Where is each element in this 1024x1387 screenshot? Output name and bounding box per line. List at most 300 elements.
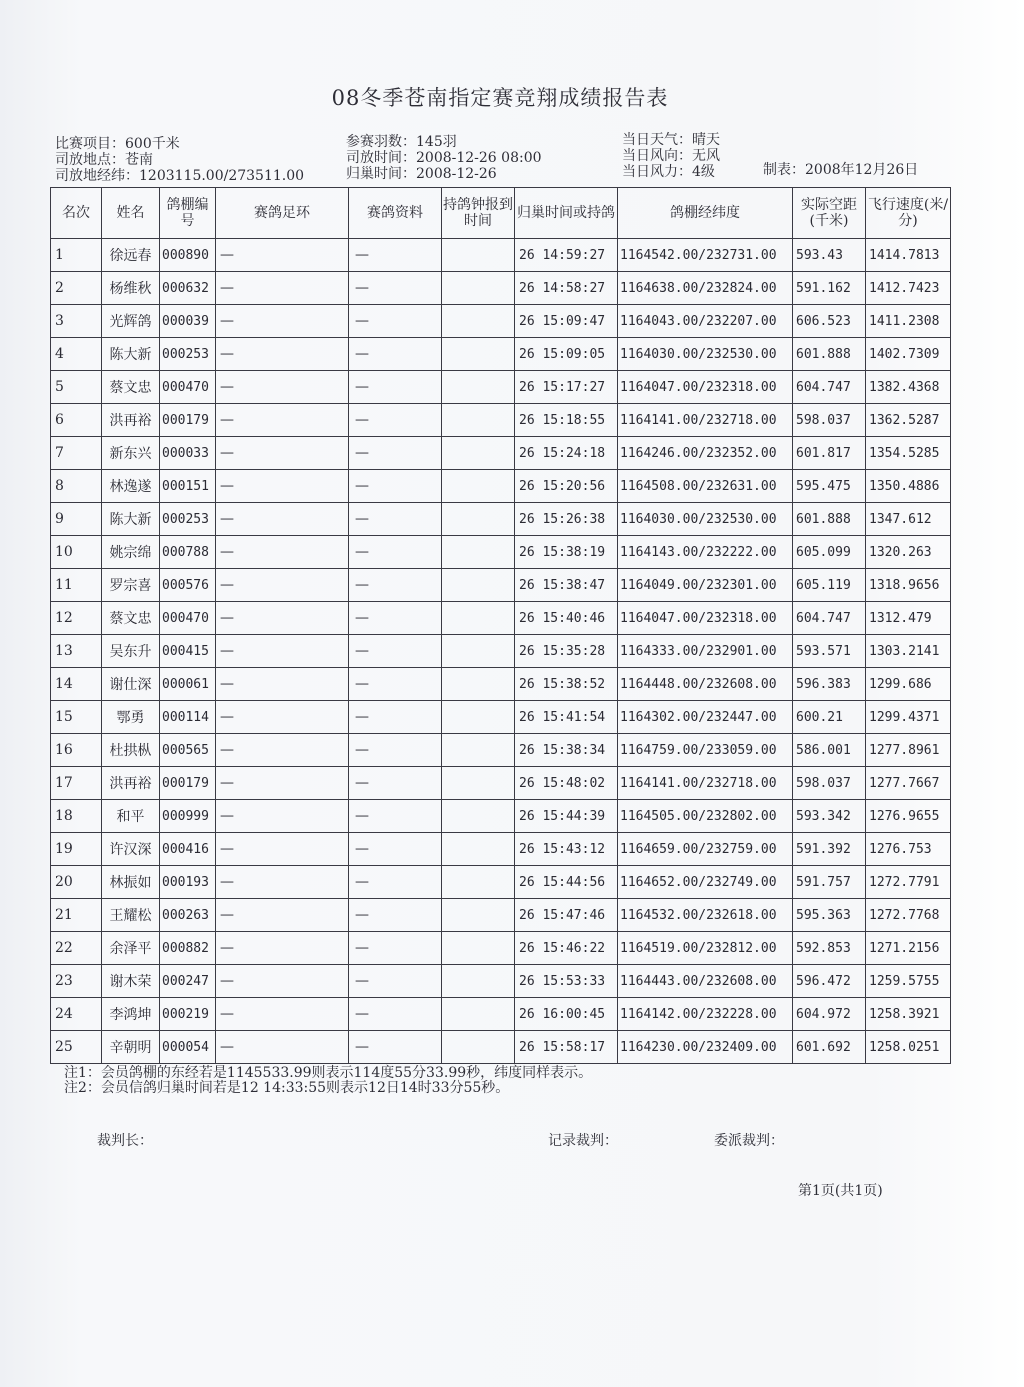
name-cell: 杨维秋 (102, 272, 160, 305)
coordinate-cell: 1164659.00/232759.00 (618, 833, 793, 866)
table-row (51, 503, 951, 536)
speed-cell: 1303.2141 (866, 635, 951, 668)
clock-cell (442, 734, 515, 767)
loft-number-cell: 000788 (160, 536, 216, 569)
arrival-time-cell: 26 15:43:12 (515, 833, 618, 866)
loft-number-cell: 000039 (160, 305, 216, 338)
loft-number-cell: 000632 (160, 272, 216, 305)
clock-cell (442, 635, 515, 668)
distance-cell: 596.472 (793, 965, 866, 998)
info-release-time: 司放时间：2008-12-26 08:00 (346, 150, 542, 166)
info-cell: — (349, 569, 442, 602)
table-row (51, 833, 951, 866)
clock-cell (442, 833, 515, 866)
info-cell: — (349, 536, 442, 569)
speed-cell: 1312.479 (866, 602, 951, 635)
coordinate-cell: 1164043.00/232207.00 (618, 305, 793, 338)
arrival-time-cell: 26 15:18:55 (515, 404, 618, 437)
info-event: 比赛项目：600千米 (55, 136, 180, 152)
table-row (51, 437, 951, 470)
loft-number-cell: 000033 (160, 437, 216, 470)
loft-number-cell: 000179 (160, 767, 216, 800)
speed-cell: 1350.4886 (866, 470, 951, 503)
arrival-time-cell: 26 15:48:02 (515, 767, 618, 800)
info-cell: — (349, 998, 442, 1031)
clock-cell (442, 668, 515, 701)
page-number: 第1页(共1页) (798, 1183, 883, 1199)
name-cell: 谢仕深 (102, 668, 160, 701)
header-ring: 赛鸽足环 (216, 188, 349, 239)
speed-cell: 1347.612 (866, 503, 951, 536)
coordinate-cell: 1164638.00/232824.00 (618, 272, 793, 305)
coordinate-cell: 1164142.00/232228.00 (618, 998, 793, 1031)
distance-cell: 600.21 (793, 701, 866, 734)
loft-number-cell: 000151 (160, 470, 216, 503)
arrival-time-cell: 26 15:38:19 (515, 536, 618, 569)
table-row (51, 470, 951, 503)
note-1: 注1：会员鸽棚的东经若是1145533.99则表示114度55分33.99秒，纬度同样表示。 (64, 1065, 593, 1081)
distance-cell: 598.037 (793, 404, 866, 437)
distance-cell: 604.747 (793, 371, 866, 404)
name-cell: 李鸿坤 (102, 998, 160, 1031)
loft-number-cell: 000415 (160, 635, 216, 668)
info-release-coord: 司放地经纬：1203115.00/273511.00 (55, 168, 305, 184)
ring-cell: — (216, 866, 349, 899)
info-weather: 当日天气：晴天 (622, 132, 720, 148)
rank-cell: 14 (51, 668, 102, 701)
arrival-time-cell: 26 15:58:17 (515, 1031, 618, 1064)
rank-cell: 15 (51, 701, 102, 734)
name-cell: 辛朝明 (102, 1031, 160, 1064)
table-row (51, 734, 951, 767)
arrival-time-cell: 26 15:46:22 (515, 932, 618, 965)
loft-number-cell: 000576 (160, 569, 216, 602)
info-cell: — (349, 1031, 442, 1064)
clock-cell (442, 602, 515, 635)
coordinate-cell: 1164508.00/232631.00 (618, 470, 793, 503)
name-cell: 洪再裕 (102, 404, 160, 437)
table-row (51, 965, 951, 998)
info-cell: — (349, 371, 442, 404)
speed-cell: 1318.9656 (866, 569, 951, 602)
coordinate-cell: 1164047.00/232318.00 (618, 371, 793, 404)
header-distance: 实际空距(千米) (793, 188, 866, 239)
name-cell: 光辉鸽 (102, 305, 160, 338)
ring-cell: — (216, 470, 349, 503)
name-cell: 姚宗绵 (102, 536, 160, 569)
table-row (51, 866, 951, 899)
info-cell: — (349, 701, 442, 734)
ring-cell: — (216, 965, 349, 998)
clock-cell (442, 470, 515, 503)
results-table (50, 187, 951, 1064)
coordinate-cell: 1164448.00/232608.00 (618, 668, 793, 701)
rank-cell: 2 (51, 272, 102, 305)
info-wind-direction: 当日风向：无风 (622, 148, 720, 164)
table-row (51, 932, 951, 965)
loft-number-cell: 000179 (160, 404, 216, 437)
ring-cell: — (216, 272, 349, 305)
loft-number-cell: 000247 (160, 965, 216, 998)
clock-cell (442, 965, 515, 998)
table-header-row (51, 188, 951, 239)
speed-cell: 1258.3921 (866, 998, 951, 1031)
info-cell: — (349, 239, 442, 272)
info-cell: — (349, 668, 442, 701)
coordinate-cell: 1164141.00/232718.00 (618, 404, 793, 437)
clock-cell (442, 503, 515, 536)
ring-cell: — (216, 338, 349, 371)
loft-number-cell: 000193 (160, 866, 216, 899)
table-body (51, 239, 951, 1064)
coordinate-cell: 1164532.00/232618.00 (618, 899, 793, 932)
rank-cell: 6 (51, 404, 102, 437)
loft-number-cell: 000470 (160, 371, 216, 404)
clock-cell (442, 899, 515, 932)
speed-cell: 1299.686 (866, 668, 951, 701)
info-cell: — (349, 932, 442, 965)
loft-number-cell: 000565 (160, 734, 216, 767)
arrival-time-cell: 26 15:47:46 (515, 899, 618, 932)
name-cell: 徐远春 (102, 239, 160, 272)
ring-cell: — (216, 503, 349, 536)
speed-cell: 1320.263 (866, 536, 951, 569)
table-row (51, 998, 951, 1031)
speed-cell: 1412.7423 (866, 272, 951, 305)
rank-cell: 1 (51, 239, 102, 272)
clock-cell (442, 1031, 515, 1064)
clock-cell (442, 437, 515, 470)
sign-chief-judge: 裁判长： (97, 1133, 153, 1149)
coordinate-cell: 1164030.00/232530.00 (618, 503, 793, 536)
coordinate-cell: 1164302.00/232447.00 (618, 701, 793, 734)
header-name: 姓名 (102, 188, 160, 239)
notes (64, 1066, 592, 1096)
coordinate-cell: 1164030.00/232530.00 (618, 338, 793, 371)
clock-cell (442, 701, 515, 734)
arrival-time-cell: 26 15:40:46 (515, 602, 618, 635)
distance-cell: 593.571 (793, 635, 866, 668)
info-cell: — (349, 503, 442, 536)
speed-cell: 1299.4371 (866, 701, 951, 734)
speed-cell: 1402.7309 (866, 338, 951, 371)
speed-cell: 1414.7813 (866, 239, 951, 272)
loft-number-cell: 000253 (160, 503, 216, 536)
arrival-time-cell: 26 15:26:38 (515, 503, 618, 536)
distance-cell: 591.392 (793, 833, 866, 866)
info-cell: — (349, 602, 442, 635)
clock-cell (442, 338, 515, 371)
ring-cell: — (216, 239, 349, 272)
info-cell: — (349, 404, 442, 437)
table-row (51, 536, 951, 569)
info-cell: — (349, 866, 442, 899)
distance-cell: 601.888 (793, 338, 866, 371)
clock-cell (442, 305, 515, 338)
distance-cell: 592.853 (793, 932, 866, 965)
table-row (51, 338, 951, 371)
speed-cell: 1259.5755 (866, 965, 951, 998)
distance-cell: 595.475 (793, 470, 866, 503)
info-cell: — (349, 305, 442, 338)
coordinate-cell: 1164505.00/232802.00 (618, 800, 793, 833)
info-cell: — (349, 767, 442, 800)
speed-cell: 1272.7768 (866, 899, 951, 932)
note-2: 注2：会员信鸽归巢时间若是12 14:33:55则表示12日14时33分55秒。 (64, 1080, 510, 1096)
loft-number-cell: 000263 (160, 899, 216, 932)
distance-cell: 598.037 (793, 767, 866, 800)
table-row (51, 899, 951, 932)
name-cell: 洪再裕 (102, 767, 160, 800)
speed-cell: 1276.9655 (866, 800, 951, 833)
distance-cell: 604.972 (793, 998, 866, 1031)
clock-cell (442, 767, 515, 800)
report-title: 08冬季苍南指定赛竞翔成绩报告表 (331, 86, 669, 110)
name-cell: 和平 (102, 800, 160, 833)
loft-number-cell: 000061 (160, 668, 216, 701)
distance-cell: 605.119 (793, 569, 866, 602)
rank-cell: 3 (51, 305, 102, 338)
coordinate-cell: 1164542.00/232731.00 (618, 239, 793, 272)
coordinate-cell: 1164047.00/232318.00 (618, 602, 793, 635)
table-row (51, 668, 951, 701)
header-speed: 飞行速度(米/分) (866, 188, 951, 239)
arrival-time-cell: 26 14:59:27 (515, 239, 618, 272)
loft-number-cell: 000999 (160, 800, 216, 833)
distance-cell: 596.383 (793, 668, 866, 701)
info-cell: — (349, 272, 442, 305)
table-row (51, 701, 951, 734)
distance-cell: 606.523 (793, 305, 866, 338)
arrival-time-cell: 26 14:58:27 (515, 272, 618, 305)
speed-cell: 1277.8961 (866, 734, 951, 767)
coordinate-cell: 1164049.00/232301.00 (618, 569, 793, 602)
name-cell: 林逸遂 (102, 470, 160, 503)
speed-cell: 1258.0251 (866, 1031, 951, 1064)
rank-cell: 22 (51, 932, 102, 965)
loft-number-cell: 000054 (160, 1031, 216, 1064)
speed-cell: 1277.7667 (866, 767, 951, 800)
distance-cell: 591.162 (793, 272, 866, 305)
info-cell: — (349, 338, 442, 371)
table-row (51, 404, 951, 437)
name-cell: 蔡文忠 (102, 602, 160, 635)
loft-number-cell: 000114 (160, 701, 216, 734)
arrival-time-cell: 26 15:44:56 (515, 866, 618, 899)
rank-cell: 24 (51, 998, 102, 1031)
name-cell: 王耀松 (102, 899, 160, 932)
rank-cell: 8 (51, 470, 102, 503)
table-row (51, 569, 951, 602)
name-cell: 吴东升 (102, 635, 160, 668)
clock-cell (442, 932, 515, 965)
ring-cell: — (216, 701, 349, 734)
sign-record-judge: 记录裁判： (548, 1133, 618, 1149)
name-cell: 谢木荣 (102, 965, 160, 998)
table-row (51, 602, 951, 635)
speed-cell: 1362.5287 (866, 404, 951, 437)
header-arrival: 归巢时间或持鸽 (515, 188, 618, 239)
info-made-date: 制表：2008年12月26日 (763, 162, 919, 178)
name-cell: 陈大新 (102, 338, 160, 371)
loft-number-cell: 000416 (160, 833, 216, 866)
info-entries: 参赛羽数：145羽 (346, 134, 457, 150)
ring-cell: — (216, 800, 349, 833)
table-row (51, 305, 951, 338)
rank-cell: 25 (51, 1031, 102, 1064)
coordinate-cell: 1164759.00/233059.00 (618, 734, 793, 767)
ring-cell: — (216, 899, 349, 932)
ring-cell: — (216, 437, 349, 470)
clock-cell (442, 404, 515, 437)
coordinate-cell: 1164652.00/232749.00 (618, 866, 793, 899)
ring-cell: — (216, 767, 349, 800)
rank-cell: 9 (51, 503, 102, 536)
coordinate-cell: 1164246.00/232352.00 (618, 437, 793, 470)
name-cell: 新东兴 (102, 437, 160, 470)
loft-number-cell: 000253 (160, 338, 216, 371)
rank-cell: 23 (51, 965, 102, 998)
speed-cell: 1354.5285 (866, 437, 951, 470)
info-cell: — (349, 899, 442, 932)
distance-cell: 604.747 (793, 602, 866, 635)
name-cell: 陈大新 (102, 503, 160, 536)
arrival-time-cell: 26 15:38:34 (515, 734, 618, 767)
loft-number-cell: 000470 (160, 602, 216, 635)
ring-cell: — (216, 635, 349, 668)
header-loft: 鸽棚编号 (160, 188, 216, 239)
arrival-time-cell: 26 15:20:56 (515, 470, 618, 503)
rank-cell: 5 (51, 371, 102, 404)
coordinate-cell: 1164519.00/232812.00 (618, 932, 793, 965)
arrival-time-cell: 26 15:09:47 (515, 305, 618, 338)
ring-cell: — (216, 404, 349, 437)
info-cell: — (349, 965, 442, 998)
coordinate-cell: 1164230.00/232409.00 (618, 1031, 793, 1064)
coordinate-cell: 1164143.00/232222.00 (618, 536, 793, 569)
rank-cell: 17 (51, 767, 102, 800)
distance-cell: 601.692 (793, 1031, 866, 1064)
speed-cell: 1382.4368 (866, 371, 951, 404)
loft-number-cell: 000890 (160, 239, 216, 272)
rank-cell: 16 (51, 734, 102, 767)
header-info: 赛鸽资料 (349, 188, 442, 239)
clock-cell (442, 371, 515, 404)
sign-assigned-judge: 委派裁判： (714, 1133, 784, 1149)
name-cell: 林振如 (102, 866, 160, 899)
info-release-place: 司放地点：苍南 (55, 152, 153, 168)
arrival-time-cell: 26 15:44:39 (515, 800, 618, 833)
name-cell: 杜拱枞 (102, 734, 160, 767)
speed-cell: 1271.2156 (866, 932, 951, 965)
arrival-time-cell: 26 15:35:28 (515, 635, 618, 668)
clock-cell (442, 800, 515, 833)
ring-cell: — (216, 536, 349, 569)
arrival-time-cell: 26 15:38:52 (515, 668, 618, 701)
rank-cell: 10 (51, 536, 102, 569)
rank-cell: 4 (51, 338, 102, 371)
arrival-time-cell: 26 15:17:27 (515, 371, 618, 404)
distance-cell: 591.757 (793, 866, 866, 899)
rank-cell: 20 (51, 866, 102, 899)
info-cell: — (349, 800, 442, 833)
speed-cell: 1411.2308 (866, 305, 951, 338)
ring-cell: — (216, 569, 349, 602)
arrival-time-cell: 26 16:00:45 (515, 998, 618, 1031)
arrival-time-cell: 26 15:24:18 (515, 437, 618, 470)
rank-cell: 11 (51, 569, 102, 602)
distance-cell: 593.43 (793, 239, 866, 272)
rank-cell: 21 (51, 899, 102, 932)
table-row (51, 767, 951, 800)
info-wind-force: 当日风力：4级 (622, 164, 715, 180)
rank-cell: 19 (51, 833, 102, 866)
header-rank: 名次 (51, 188, 102, 239)
clock-cell (442, 569, 515, 602)
arrival-time-cell: 26 15:53:33 (515, 965, 618, 998)
arrival-time-cell: 26 15:41:54 (515, 701, 618, 734)
loft-number-cell: 000882 (160, 932, 216, 965)
clock-cell (442, 866, 515, 899)
info-cell: — (349, 833, 442, 866)
header-clock: 持鸽钟报到时间 (442, 188, 515, 239)
speed-cell: 1272.7791 (866, 866, 951, 899)
ring-cell: — (216, 998, 349, 1031)
arrival-time-cell: 26 15:09:05 (515, 338, 618, 371)
table-row (51, 272, 951, 305)
rank-cell: 18 (51, 800, 102, 833)
distance-cell: 595.363 (793, 899, 866, 932)
ring-cell: — (216, 833, 349, 866)
ring-cell: — (216, 734, 349, 767)
coordinate-cell: 1164141.00/232718.00 (618, 767, 793, 800)
ring-cell: — (216, 668, 349, 701)
info-return-time: 归巢时间：2008-12-26 (346, 166, 497, 182)
coordinate-cell: 1164333.00/232901.00 (618, 635, 793, 668)
table-row (51, 239, 951, 272)
name-cell: 罗宗喜 (102, 569, 160, 602)
ring-cell: — (216, 1031, 349, 1064)
distance-cell: 593.342 (793, 800, 866, 833)
ring-cell: — (216, 932, 349, 965)
info-cell: — (349, 734, 442, 767)
arrival-time-cell: 26 15:38:47 (515, 569, 618, 602)
loft-number-cell: 000219 (160, 998, 216, 1031)
table-row (51, 1031, 951, 1064)
ring-cell: — (216, 371, 349, 404)
info-cell: — (349, 635, 442, 668)
rank-cell: 13 (51, 635, 102, 668)
clock-cell (442, 239, 515, 272)
table-row (51, 371, 951, 404)
clock-cell (442, 272, 515, 305)
ring-cell: — (216, 305, 349, 338)
speed-cell: 1276.753 (866, 833, 951, 866)
distance-cell: 586.001 (793, 734, 866, 767)
ring-cell: — (216, 602, 349, 635)
clock-cell (442, 998, 515, 1031)
name-cell: 鄂勇 (102, 701, 160, 734)
info-cell: — (349, 470, 442, 503)
info-cell: — (349, 437, 442, 470)
name-cell: 余泽平 (102, 932, 160, 965)
table-row (51, 800, 951, 833)
distance-cell: 605.099 (793, 536, 866, 569)
clock-cell (442, 536, 515, 569)
table-row (51, 635, 951, 668)
header-coord: 鸽棚经纬度 (618, 188, 793, 239)
name-cell: 许汉深 (102, 833, 160, 866)
